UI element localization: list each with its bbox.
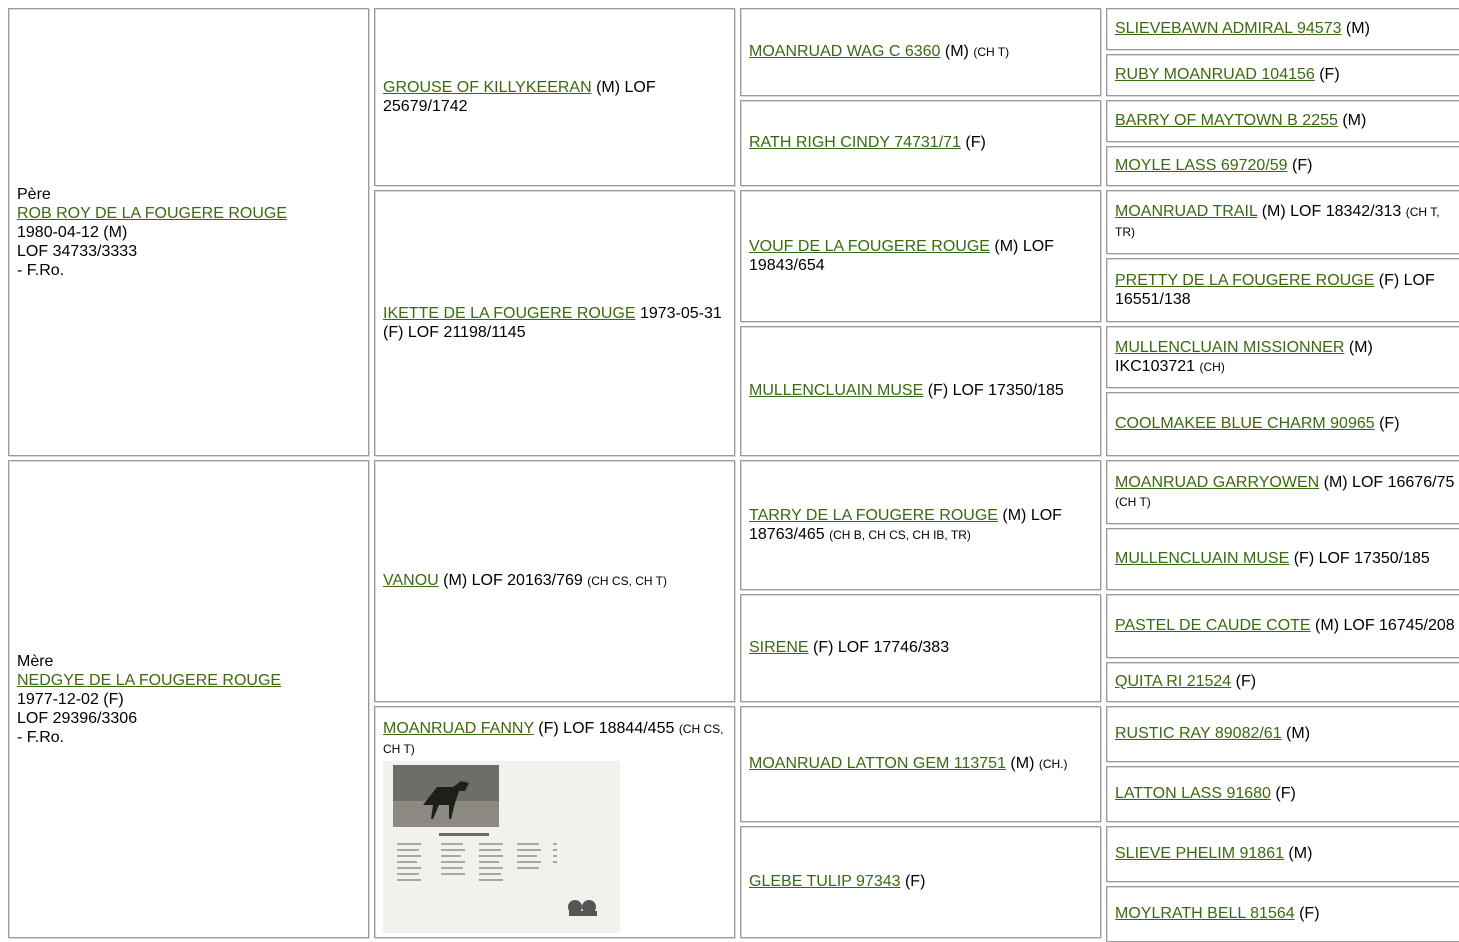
dam-role: Mère [17, 652, 54, 670]
gen4-cell [1106, 8, 1459, 50]
ancestor-info: (M) [1005, 755, 1039, 772]
title-tag: (CH) [1199, 359, 1225, 374]
gen4-entry [1115, 338, 1456, 377]
ancestor-link[interactable]: VOUF DE LA FOUGERE ROUGE [749, 237, 990, 255]
gen4-cell [1106, 766, 1459, 822]
ancestor-info: 1973-05-31 (F) LOF 21198/1145 [383, 304, 722, 341]
ancestor-link[interactable]: IKETTE DE LA FOUGERE ROUGE [383, 304, 636, 322]
ancestor-link[interactable]: TARRY DE LA FOUGERE ROUGE [749, 506, 998, 524]
gen4-cell [1106, 392, 1459, 456]
ancestor-info: (F) [960, 134, 986, 151]
gen3-cell [740, 594, 1101, 702]
sire-birth: 1980-04-12 (M) [17, 223, 128, 241]
sire-kennel: - F.Ro. [17, 261, 65, 279]
gen4-entry [1115, 65, 1456, 85]
gen3-cell [740, 326, 1101, 456]
ancestor-info: (M) [1337, 112, 1367, 129]
gen4-cell [1106, 528, 1459, 590]
ancestor-info: (M) LOF 18342/313 [1257, 203, 1406, 220]
ancestor-link[interactable]: RATH RIGH CINDY 74731/71 [749, 134, 961, 151]
ancestor-info: (F) [1231, 673, 1257, 690]
ancestor-link[interactable]: MOYLRATH BELL 81564 [1115, 905, 1295, 922]
ancestor-link[interactable]: RUSTIC RAY 89082/61 [1115, 725, 1282, 742]
gen3-entry [749, 872, 1092, 892]
gen4-entry [1115, 271, 1456, 310]
ancestor-link[interactable]: MOANRUAD FANNY [383, 720, 534, 737]
ancestor-link[interactable]: MOANRUAD TRAIL [1115, 203, 1258, 220]
ancestor-info: (F) LOF 16551/138 [1115, 271, 1435, 308]
gen4-entry [1115, 672, 1456, 692]
gen3-entry [749, 237, 1092, 276]
gen2-cell [374, 190, 735, 456]
gen3-cell [740, 826, 1101, 938]
sire-role: Père [17, 185, 51, 203]
ancestor-info: (M) LOF 25679/1742 [383, 78, 656, 115]
gen4-cell [1106, 460, 1459, 524]
ancestor-link[interactable]: MOANRUAD GARRYOWEN [1115, 473, 1320, 491]
gen2-cell [374, 460, 735, 702]
gen3-cell [740, 460, 1101, 590]
title-tag: (CH B, CH CS, CH IB, TR) [829, 527, 971, 542]
ancestor-link[interactable]: LATTON LASS 91680 [1115, 785, 1271, 802]
gen3-cell [740, 8, 1101, 96]
ancestor-info: (F) LOF 17350/185 [1289, 550, 1430, 567]
ancestor-link[interactable]: MULLENCLUAIN MUSE [1115, 550, 1290, 567]
gen2-entry [383, 571, 726, 591]
ancestor-info: (F) [1374, 415, 1400, 432]
ancestor-link[interactable]: MULLENCLUAIN MISSIONNER [1115, 338, 1345, 356]
sire-cell [8, 8, 369, 456]
gen2-entry [383, 78, 726, 117]
gen4-cell [1106, 100, 1459, 142]
title-tag: (CH CS, CH T) [587, 574, 668, 588]
gen3-cell [740, 706, 1101, 822]
ancestor-link[interactable]: SLIEVE PHELIM 91861 [1115, 845, 1284, 862]
ancestor-info: (M) LOF 20163/769 [438, 572, 588, 589]
gen4-cell [1106, 826, 1459, 882]
ancestor-link[interactable]: COOLMAKEE BLUE CHARM 90965 [1115, 415, 1375, 432]
gen3-entry [749, 506, 1092, 545]
gen2-entry [383, 304, 726, 343]
gen4-cell [1106, 326, 1459, 388]
ancestor-info: (M) [1281, 725, 1311, 742]
ancestor-link[interactable]: VANOU [383, 572, 439, 589]
gen4-entry [1115, 414, 1456, 434]
gen4-entry [1115, 202, 1456, 242]
sire-link[interactable]: ROB ROY DE LA FOUGERE ROUGE [17, 204, 287, 222]
ancestor-link[interactable]: BARRY OF MAYTOWN B 2255 [1115, 112, 1338, 129]
ancestor-info: (M) IKC103721 [1115, 338, 1373, 375]
ancestor-link[interactable]: GLEBE TULIP 97343 [749, 873, 901, 890]
title-tag: (CH.) [1038, 757, 1068, 771]
gen4-entry [1115, 19, 1456, 39]
title-tag: (CH CS, CH T) [383, 722, 724, 756]
ancestor-link[interactable]: MOANRUAD LATTON GEM 113751 [749, 755, 1006, 772]
gen4-entry [1115, 549, 1456, 569]
ancestor-info: (F) LOF 18844/455 [533, 720, 679, 737]
ancestor-link[interactable]: MULLENCLUAIN MUSE [749, 382, 924, 399]
dam-kennel: - F.Ro. [17, 728, 65, 746]
dog-photo-icon [383, 761, 620, 933]
ancestor-info: (F) [1314, 66, 1340, 83]
ancestor-info: (M) [1341, 20, 1370, 37]
gen3-cell [740, 100, 1101, 186]
ancestor-info: (F) [1287, 157, 1313, 174]
gen2-cell [374, 8, 735, 186]
gen4-entry [1115, 724, 1456, 744]
ancestor-info: (F) [1270, 785, 1296, 802]
gen4-cell [1106, 594, 1459, 658]
ancestor-info: (F) LOF 17746/383 [808, 639, 950, 656]
gen2-entry [383, 719, 726, 759]
ancestor-link[interactable]: SIRENE [749, 639, 809, 656]
ancestor-link[interactable]: PASTEL DE CAUDE COTE [1115, 617, 1311, 634]
gen4-cell [1106, 54, 1459, 96]
gen4-cell [1106, 258, 1459, 322]
pedigree-photo[interactable] [383, 761, 620, 933]
dam-link[interactable]: NEDGYE DE LA FOUGERE ROUGE [17, 671, 282, 689]
title-tag: (CH T) [973, 45, 1010, 59]
ancestor-info: (F) LOF 17350/185 [923, 382, 1064, 399]
gen3-cell [740, 190, 1101, 322]
gen4-cell [1106, 146, 1459, 186]
gen4-entry [1115, 156, 1456, 176]
dam-cell [8, 460, 369, 938]
ancestor-info: (M) [940, 43, 974, 60]
title-tag: (CH T) [1115, 494, 1151, 509]
gen4-entry [1115, 111, 1456, 131]
ancestor-info: (F) [900, 873, 926, 890]
gen2-cell [374, 706, 735, 938]
gen4-cell [1106, 706, 1459, 762]
title-tag: (CH T, TR) [1115, 205, 1440, 239]
gen3-entry [749, 42, 1092, 62]
dam-registry: LOF 29396/3306 [17, 709, 138, 727]
gen4-entry [1115, 473, 1456, 512]
gen4-cell [1106, 190, 1459, 254]
gen4-entry [1115, 784, 1456, 804]
gen3-entry [749, 638, 1092, 658]
gen3-entry [749, 381, 1092, 401]
sire-registry: LOF 34733/3333 [17, 242, 138, 260]
ancestor-info: (F) [1294, 905, 1320, 922]
gen4-entry [1115, 616, 1456, 636]
ancestor-link[interactable]: GROUSE OF KILLYKEERAN [383, 78, 592, 96]
dam-birth: 1977-12-02 (F) [17, 690, 124, 708]
ancestor-info: (M) LOF 18763/465 [749, 506, 1062, 543]
gen4-entry [1115, 904, 1456, 924]
ancestor-info: (M) [1283, 845, 1313, 862]
ancestor-link[interactable]: QUITA RI 21524 [1115, 673, 1232, 690]
ancestor-info: (M) LOF 19843/654 [749, 237, 1054, 274]
ancestor-link[interactable]: PRETTY DE LA FOUGERE ROUGE [1115, 271, 1375, 289]
gen4-cell [1106, 886, 1459, 942]
gen4-cell [1106, 662, 1459, 702]
ancestor-info: (M) LOF 16745/208 [1310, 617, 1455, 634]
ancestor-link[interactable]: RUBY MOANRUAD 104156 [1115, 66, 1315, 83]
gen3-entry [749, 133, 1092, 153]
ancestor-link[interactable]: MOANRUAD WAG C 6360 [749, 43, 941, 60]
ancestor-link[interactable]: MOYLE LASS 69720/59 [1115, 157, 1288, 174]
ancestor-info: (M) LOF 16676/75 [1319, 473, 1455, 491]
gen3-entry [749, 754, 1092, 774]
ancestor-link[interactable]: SLIEVEBAWN ADMIRAL 94573 [1115, 20, 1342, 37]
gen4-entry [1115, 844, 1456, 864]
